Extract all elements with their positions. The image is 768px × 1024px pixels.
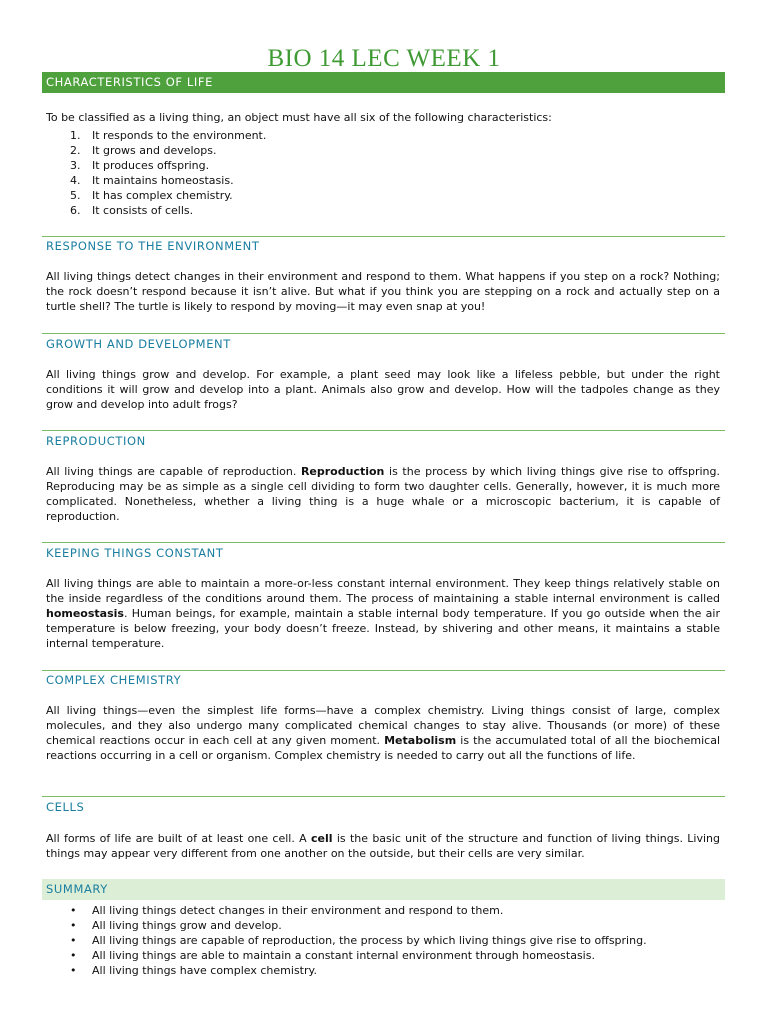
paragraph-text: is the basic unit of the structure and function of living things. Living things may appear very different from one another on the outside, but their cells are very similar. [46,832,720,860]
section-heading-cells: CELLS [46,800,85,814]
section-divider [42,796,725,797]
list-item-text: All living things detect changes in their environment and respond to them. [92,904,504,917]
paragraph-reproduction [46,465,720,525]
paragraph-growth: All living things grow and develop. For example, a plant seed may look like a lifeless pebble, but under the right conditions it will grow and develop into a plant. Animals also grow and develop. How will the tadpoles change as they grow and develop into adult frogs? [46,368,720,411]
paragraph-response: All living things detect changes in their environment and respond to them. What happens if you step on a rock? Nothing; the rock doesn’t respond because it isn’t alive. But what if you think you are stepping on a rock and actually step on a turtle shell? The turtle is likely to respond by moving—it may even snap at you! [46,270,720,313]
paragraph-text: All living things are able to maintain a more-or-less constant internal environment. They keep things relatively stable on the inside regardless of the conditions around them. The process of maintaining a stable internal environment is called [46,577,720,605]
paragraph-text: All living things—even the simplest life forms—have a complex chemistry. Living things consist of large, complex molecules, and they also undergo many complicated chemical changes to stay alive. Thousands (or more) of these chemical reactions occur in each cell at any given moment. [46,704,720,747]
section-banner-characteristics: CHARACTERISTICS OF LIFE [42,72,725,93]
list-number: 1. [70,129,81,142]
list-item [70,189,266,204]
summary-list [70,904,647,979]
list-item-text: All living things have complex chemistry. [92,963,317,977]
list-item [70,964,647,979]
section-divider [42,670,725,671]
list-item-text: All living things are able to maintain a constant internal environment through homeostasis. [92,948,595,962]
section-banner-summary: SUMMARY [42,879,725,900]
section-divider [42,236,725,237]
list-item [70,919,647,934]
section-heading-chemistry: COMPLEX CHEMISTRY [46,673,182,687]
key-term-cell: cell [311,832,333,845]
list-item-text: It responds to the environment. [92,129,267,142]
list-item [70,904,647,919]
list-item-text: It has complex chemistry. [92,188,233,202]
key-term-homeostasis: homeostasis [46,606,124,620]
page-title: BIO 14 LEC WEEK 1 [267,45,501,72]
paragraph-text: is the accumulated total of all the biochemical reactions occurring in a cell or organism. Complex chemistry is needed to carry out all the functions of life. [46,733,720,762]
paragraph-text: All forms of life are built of at least one cell. A [46,832,311,845]
list-item [70,949,647,964]
list-number: 3. [70,158,81,172]
list-number: 2. [70,143,81,157]
list-item [70,144,266,159]
list-number: 5. [70,188,81,202]
list-item [70,934,647,949]
section-heading-constant: KEEPING THINGS CONSTANT [46,546,224,560]
list-item-text: It grows and develops. [92,143,217,157]
paragraph-text: is the process by which living things give rise to offspring. Reproducing may be as simple as a single cell dividing to form two daughter cells. Generally, however, it is much more complicated. Nonetheless, whether a living thing is a huge whale or a microscopic bacterium, it is capable of reproduction. [46,465,720,523]
list-item-text: It consists of cells. [92,203,194,217]
list-number: 6. [70,203,81,217]
list-number: 4. [70,173,81,187]
list-item-text: It maintains homeostasis. [92,173,234,187]
paragraph-cells [46,832,720,862]
section-heading-reproduction: REPRODUCTION [46,434,146,448]
bullet-icon: • [70,904,77,917]
characteristics-list [70,129,266,218]
intro-text: To be classified as a living thing, an object must have all six of the following characteristics: [46,111,552,124]
section-heading-response: RESPONSE TO THE ENVIRONMENT [46,239,260,253]
paragraph-text: All living things are capable of reproduction. [46,465,301,478]
list-item [70,174,266,189]
list-item [70,159,266,174]
section-divider [42,333,725,334]
list-item-text: It produces offspring. [92,158,210,172]
paragraph-constant [46,577,720,652]
list-item-text: All living things grow and develop. [92,918,282,932]
list-item-text: All living things are capable of reproduction, the process by which living things give rise to offspring. [92,933,647,947]
bullet-icon: • [70,918,77,932]
section-heading-growth: GROWTH AND DEVELOPMENT [46,337,231,351]
key-term-reproduction: Reproduction [300,465,385,478]
list-item [70,129,266,144]
bullet-icon: • [70,933,77,947]
paragraph-chemistry [46,704,720,764]
bullet-icon: • [70,963,77,977]
paragraph-text: . Human beings, for example, maintain a stable internal body temperature. If you go outside when the air temperature is below freezing, your body doesn’t freeze. Instead, by shivering and other means, it maintains a stable internal temperature. [46,606,720,650]
section-divider [42,430,725,431]
key-term-metabolism: Metabolism [384,733,457,747]
bullet-icon: • [70,948,77,962]
section-divider [42,542,725,543]
list-item [70,204,266,219]
